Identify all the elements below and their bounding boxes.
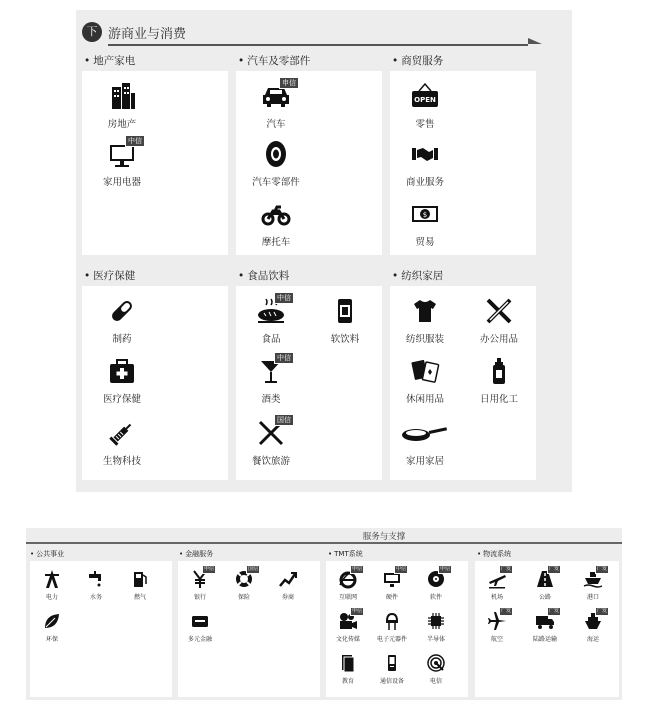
item-label: 制药 <box>112 334 132 345</box>
tag-badge: 广发 <box>549 566 560 572</box>
lotion-bottle-icon <box>484 356 514 386</box>
item-label: 电力 <box>45 594 58 601</box>
item-pharma <box>87 296 157 345</box>
category-card-food <box>236 286 382 480</box>
item-label: 银行 <box>193 594 206 601</box>
item-label: 电子元器件 <box>376 636 407 643</box>
category-title-textile: • 纺织家居 <box>392 268 443 283</box>
fork-knife-icon <box>256 416 291 448</box>
item-label: 软饮料 <box>330 334 360 345</box>
tshirt-icon <box>410 296 440 326</box>
books-icon <box>338 653 358 673</box>
category-card-logistics <box>475 561 619 697</box>
item-label: 文化传媒 <box>335 636 360 643</box>
item-water <box>76 569 116 601</box>
services-title: 服务与支撑 <box>362 532 406 542</box>
item-label: 电信 <box>429 678 442 685</box>
item-label: 燃气 <box>133 594 146 601</box>
category-card-medical <box>82 286 228 480</box>
downstream-title: 游商业与消费 <box>108 27 187 42</box>
leaf-icon <box>42 611 62 631</box>
tag-badge: 国信 <box>274 414 294 426</box>
tag-badge: 申信 <box>279 77 299 89</box>
category-title-trade: • 商贸服务 <box>392 53 443 68</box>
item-label: 医疗保健 <box>102 394 141 405</box>
pill-icon <box>107 296 137 326</box>
item-gas <box>120 569 160 601</box>
monitor-icon <box>382 566 407 589</box>
item-label: 餐饮旅游 <box>251 456 290 467</box>
handshake-icon <box>410 139 440 169</box>
category-title-auto: • 汽车及零部件 <box>238 53 310 68</box>
yen-icon <box>190 566 215 589</box>
item-label: 海运 <box>586 636 599 643</box>
item-dining-travel <box>236 418 306 467</box>
item-retail <box>390 81 460 130</box>
downstream-panel <box>76 10 572 492</box>
item-label: 公路 <box>538 594 551 601</box>
downstream-badge: 下 <box>82 22 102 42</box>
ie-icon <box>338 566 363 589</box>
ship-icon <box>583 566 608 589</box>
item-port <box>573 566 613 601</box>
tag-badge: 广发 <box>597 566 608 572</box>
pencil-ruler-icon <box>484 296 514 326</box>
category-title-logistics: • 物流系统 <box>477 549 511 559</box>
item-label: 硬件 <box>385 594 398 601</box>
tag-badge: 申信 <box>204 566 215 572</box>
item-trade <box>390 199 460 248</box>
item-label: 办公用品 <box>479 334 518 345</box>
item-internet <box>328 566 368 601</box>
item-auto-parts <box>241 139 311 188</box>
item-label: 食品 <box>261 334 281 345</box>
faucet-icon <box>86 569 106 589</box>
category-title-medical: • 医疗保健 <box>84 268 135 283</box>
gas-pump-icon <box>130 569 150 589</box>
tv-icon <box>107 137 142 169</box>
item-brokerage <box>268 569 308 601</box>
item-highway <box>525 566 565 601</box>
item-label: 通信设备 <box>379 678 404 685</box>
item-label: 酒类 <box>261 394 281 405</box>
tag-badge: 广发 <box>501 566 512 572</box>
item-shipping <box>573 608 613 643</box>
category-card-auto <box>236 71 382 255</box>
motorcycle-icon <box>261 199 291 229</box>
item-media <box>328 608 368 643</box>
tag-badge: 广发 <box>501 608 512 614</box>
truck-icon <box>535 608 560 631</box>
item-appliances <box>87 139 157 188</box>
item-airport <box>477 566 517 601</box>
item-business-services <box>390 139 460 188</box>
tag-badge: 国信 <box>248 566 259 572</box>
lifebuoy-icon <box>234 566 259 589</box>
arrow-icon <box>528 38 542 44</box>
signal-icon <box>426 653 446 673</box>
item-bank <box>180 566 220 601</box>
road-icon <box>535 566 560 589</box>
tag-badge: 广发 <box>597 608 608 614</box>
category-title-finance: • 金融服务 <box>179 549 213 559</box>
car-icon <box>261 79 296 111</box>
item-realestate <box>87 81 157 130</box>
header-rule <box>108 44 528 46</box>
tag-badge: 中信 <box>396 566 407 572</box>
item-land-transport <box>525 608 565 643</box>
item-airline <box>477 608 517 643</box>
category-title-utilities: • 公共事业 <box>30 549 64 559</box>
item-home-furnishing <box>390 418 460 467</box>
chip-icon <box>426 611 446 631</box>
open-sign-icon <box>410 81 440 111</box>
tag-badge: 申信 <box>440 566 451 572</box>
item-label: 半导体 <box>426 636 445 643</box>
item-telecom <box>416 653 456 685</box>
frying-pan-icon <box>400 418 450 448</box>
item-food <box>236 296 306 345</box>
category-card-realestate <box>82 71 228 255</box>
item-leisure <box>390 356 460 405</box>
tag-badge: 申信 <box>352 608 363 614</box>
category-card-utilities <box>30 561 172 697</box>
item-label: 零售 <box>415 119 435 130</box>
film-camera-icon <box>338 608 363 631</box>
item-power <box>32 569 72 601</box>
downstream-header <box>82 22 538 44</box>
item-diversified-finance <box>180 611 220 643</box>
item-motorcycle <box>241 199 311 248</box>
item-label: 家用电器 <box>102 177 141 188</box>
soda-can-icon <box>330 296 360 326</box>
capacitor-icon <box>382 611 402 631</box>
item-environment <box>32 611 72 643</box>
item-label: 休闲用品 <box>405 394 444 405</box>
cargo-ship-icon <box>583 608 608 631</box>
item-label: 汽车零部件 <box>252 177 300 188</box>
money-icon <box>410 199 440 229</box>
item-office <box>464 296 534 345</box>
item-label: 互联网 <box>338 594 357 601</box>
item-label: 房地产 <box>107 119 137 130</box>
medkit-icon <box>107 356 137 386</box>
item-label: 商业服务 <box>405 177 444 188</box>
item-label: 软件 <box>429 594 442 601</box>
item-household-chemicals <box>464 356 534 405</box>
item-label: 日用化工 <box>479 394 518 405</box>
disc-icon <box>426 566 451 589</box>
category-card-trade <box>390 71 536 255</box>
tag-badge: 申信 <box>352 566 363 572</box>
syringe-icon <box>107 418 137 448</box>
item-label: 券商 <box>281 594 294 601</box>
tag-badge: 中信 <box>274 352 294 364</box>
open-sign-text: OPEN <box>414 96 436 104</box>
item-label: 汽车 <box>266 119 286 130</box>
item-software <box>416 566 456 601</box>
item-apparel <box>390 296 460 345</box>
item-label: 港口 <box>586 594 599 601</box>
item-label: 家用家居 <box>405 456 444 467</box>
trend-up-icon <box>278 569 298 589</box>
category-card-tmt <box>326 561 468 697</box>
plane-icon <box>487 608 512 631</box>
bread-icon <box>256 294 291 326</box>
category-title-food: • 食品饮料 <box>238 268 289 283</box>
item-label: 纺织服装 <box>405 334 444 345</box>
item-label: 航空 <box>490 636 503 643</box>
category-card-finance <box>178 561 320 697</box>
power-tower-icon <box>42 569 62 589</box>
item-label: 陆路运输 <box>532 636 557 643</box>
item-car <box>241 81 311 130</box>
item-healthcare <box>87 356 157 405</box>
tag-badge: 广发 <box>549 608 560 614</box>
category-card-textile <box>390 286 536 480</box>
tag-badge: 中信 <box>125 135 145 147</box>
category-title-tmt: • TMT系统 <box>328 549 363 559</box>
item-label: 贸易 <box>415 237 435 248</box>
item-insurance <box>224 566 264 601</box>
item-liquor <box>236 356 306 405</box>
building-icon <box>107 81 137 111</box>
item-hardware <box>372 566 412 601</box>
item-label: 水务 <box>89 594 102 601</box>
svg-text:$: $ <box>422 211 428 219</box>
item-label: 生物科技 <box>102 456 141 467</box>
item-telecom-equipment <box>372 653 412 685</box>
services-panel <box>26 528 622 700</box>
plane-takeoff-icon <box>487 566 512 589</box>
phone-icon <box>382 653 402 673</box>
item-label: 机场 <box>490 594 503 601</box>
card-icon <box>190 611 210 631</box>
item-label: 摩托车 <box>261 237 291 248</box>
item-label: 多元金融 <box>187 636 212 643</box>
category-title-realestate: • 地产家电 <box>84 53 135 68</box>
item-components <box>372 611 412 643</box>
item-semiconductor <box>416 611 456 643</box>
item-label: 教育 <box>341 678 354 685</box>
item-label: 环保 <box>45 636 58 643</box>
tire-icon <box>261 139 291 169</box>
item-soft-drinks <box>310 296 380 345</box>
item-label: 保险 <box>237 594 250 601</box>
item-biotech <box>87 418 157 467</box>
services-rule <box>26 542 622 544</box>
cocktail-icon <box>256 354 291 386</box>
item-education <box>328 653 368 685</box>
playing-cards-icon <box>410 356 440 386</box>
tag-badge: 中信 <box>274 292 294 304</box>
